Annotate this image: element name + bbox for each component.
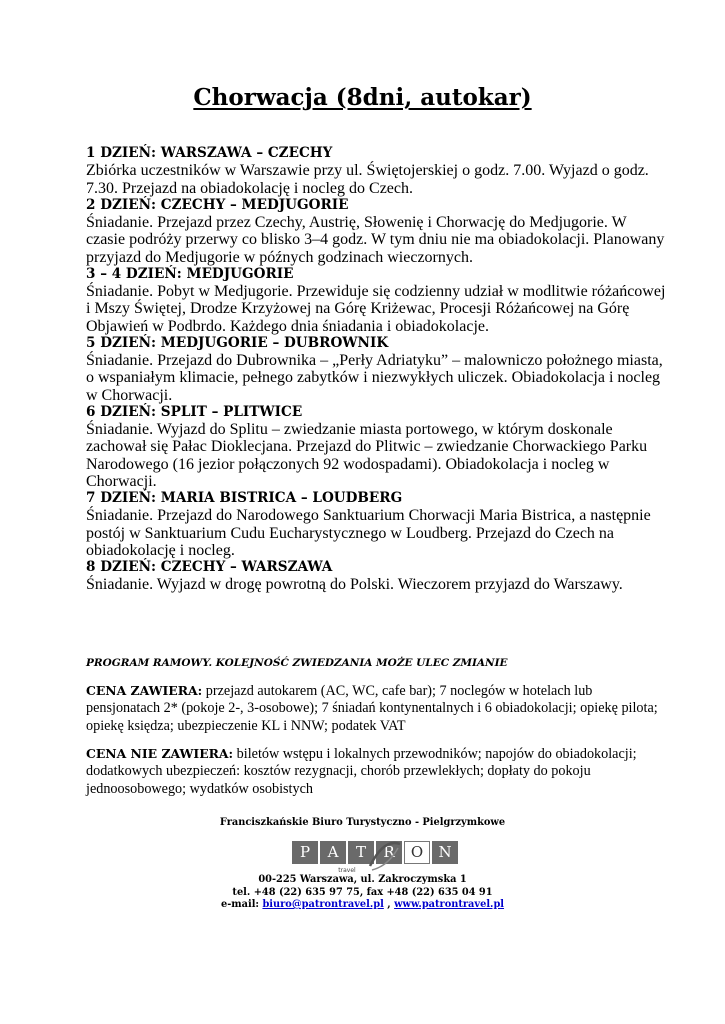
- day-heading: 8 DZIEŃ: CZECHY – WARSZAWA: [86, 559, 333, 575]
- price-excludes: [86, 745, 661, 798]
- logo-letter: A: [320, 841, 346, 864]
- separator: ,: [383, 899, 395, 910]
- day-heading: 6 DZIEŃ: SPLIT – PLITWICE: [86, 403, 303, 420]
- itinerary: [86, 145, 666, 594]
- logo-letter: P: [292, 841, 318, 864]
- day-heading: 3 – 4 DZIEŃ: MEDJUGORIE: [86, 265, 294, 282]
- price-excludes-label: CENA NIE ZAWIERA:: [86, 746, 234, 761]
- day-heading: 7 DZIEŃ: MARIA BISTRICA – LOUDBERG: [86, 490, 403, 506]
- day-block-8: [86, 559, 666, 594]
- price-includes-text: przejazd autokarem (AC, WC, cafe bar); 7 noclegów w hotelach lub pensjonatach 2* (pokoje 2-, 3-osobowe); 7 śniadań kontynentalnych i 6 obiadokolacji; opiekę pilota; opiekę księdza; ubezpieczenie KL i NNW; podatek VAT: [86, 683, 658, 734]
- page-title: Chorwacja (8dni, autokar): [193, 84, 532, 111]
- day-description: Śniadanie. Wyjazd w drogę powrotną do Polski. Wieczorem przyjazd do Warszawy.: [86, 576, 623, 594]
- email-website-line: [0, 899, 725, 912]
- day-heading: 5 DZIEŃ: MEDJUGORIE – DUBROWNIK: [86, 334, 389, 351]
- day-description: Śniadanie. Przejazd przez Czechy, Austrię, Słowenię i Chorwację do Medjugorie. W czasie podróży przerwy co blisko 3–4 godz. W tym dniu nie ma obiadokolacji. Planowany przyjazd do Medjugorie w późnych godzinach wieczornych.: [86, 214, 665, 266]
- logo-letter: O: [404, 841, 430, 864]
- day-description: Śniadanie. Przejazd do Dubrownika – „Perły Adriatyku” – malowniczo położnego miasta, o wspaniałym klimacie, pełnego zabytków i niezwykłych uliczek. Obiadokolacja i nocleg w Chorwacji.: [86, 352, 663, 404]
- logo-letter: T: [348, 841, 374, 864]
- program-note: PROGRAM RAMOWY. KOLEJNOŚĆ ZWIEDZANIA MOŻE ULEC ZMIANIE: [86, 657, 508, 669]
- day-block-6: [86, 404, 666, 490]
- day-description: Śniadanie. Pobyt w Medjugorie. Przewiduje się codzienny udział w modlitwie różańcowej i Mszy Świętej, Drodze Krzyżowej na Górę Kriżewac, Procesji Różańcowej na Górę Objawień w Podbrdo. Każdego dnia śniadania i obiadokolacje.: [86, 283, 666, 335]
- day-block-5: [86, 335, 666, 404]
- day-description: Zbiórka uczestników w Warszawie przy ul. Świętojerskiej o godz. 7.00. Wyjazd o godz. 7.30. Przejazd na obiadokolację i nocleg do Czech.: [86, 162, 649, 197]
- day-heading: 1 DZIEŃ: WARSZAWA – CZECHY: [86, 145, 333, 161]
- logo-letter: R: [376, 841, 402, 864]
- logo-letter: N: [432, 841, 458, 864]
- company-name: Franciszkańskie Biuro Turystyczno - Pielgrzymkowe: [219, 817, 506, 828]
- email-link[interactable]: biuro@patrontravel.pl: [262, 899, 384, 910]
- day-block-1: [86, 145, 666, 197]
- email-label: e-mail:: [220, 899, 263, 910]
- price-includes-label: CENA ZAWIERA:: [86, 683, 203, 698]
- website-link[interactable]: www.patrontravel.pl: [394, 899, 505, 910]
- day-block-2: [86, 197, 666, 266]
- day-description: Śniadanie. Wyjazd do Splitu – zwiedzanie miasta portowego, w którym doskonale zachował się Pałac Dioklecjana. Przejazd do Plitwic – zwiedzanie Chorwackiego Parku Narodowego (16 jezior połączonych 92 wodospadami). Obiadokolacja i nocleg w Chorwacji.: [86, 421, 648, 490]
- phone-fax: tel. +48 (22) 635 97 75, fax +48 (22) 635 04 91: [232, 886, 493, 898]
- contact-info: [0, 874, 725, 912]
- address: 00-225 Warszawa, ul. Zakroczymska 1: [258, 874, 467, 885]
- price-includes: [86, 682, 661, 735]
- day-heading: 2 DZIEŃ: CZECHY – MEDJUGORIE: [86, 196, 349, 213]
- logo-subtitle: travel: [338, 867, 356, 874]
- price-excludes-text: biletów wstępu i lokalnych przewodników; napojów do obiadokolacji; dodatkowych ubezpieczeń: kosztów rezygnacji, chorób przewlekłych; dopłaty do pokoju jednoosobowego; wydatków osobistych: [86, 746, 637, 797]
- day-block-7: [86, 490, 666, 559]
- day-block-3-4: [86, 266, 666, 335]
- day-description: Śniadanie. Przejazd do Narodowego Sanktuarium Chorwacji Maria Bistrica, a następnie postój w Sanktuarium Cudu Eucharystycznego w Loudberg. Przejazd do Czech na obiadokolację i nocleg.: [86, 507, 651, 559]
